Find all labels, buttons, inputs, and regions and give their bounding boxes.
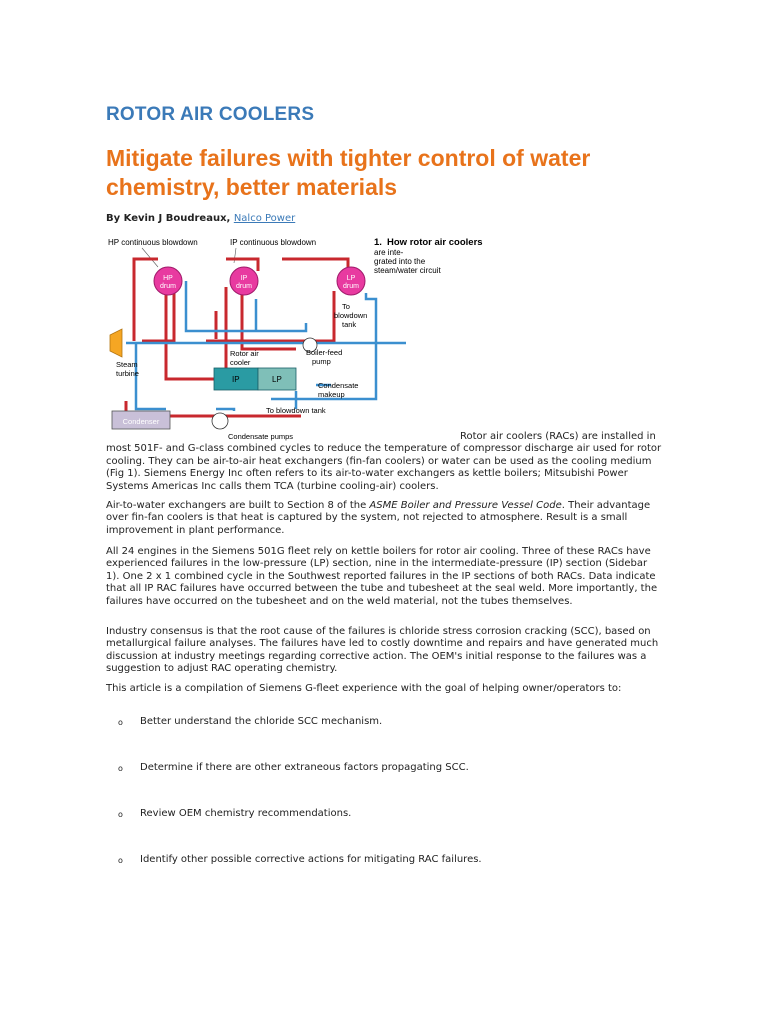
list-item: o Review OEM chemistry recommendations. [118,808,352,819]
paragraph-2 [106,500,662,537]
hp-drum [154,267,182,295]
label-to-blowdown-bottom: To blowdown tank [266,406,326,415]
label-hp-blowdown: HP continuous blowdown [108,238,198,247]
water-pipe [136,343,166,409]
paragraph-2-text: Air-to-water exchangers are built to Section 8 of the [106,500,370,511]
ip-drum-label: drum [236,283,252,290]
asme-code-title: ASME Boiler and Pressure Vessel Code [369,500,562,511]
caption-line-3: steam/water circuit [374,266,441,275]
intro-first-line: Rotor air coolers (RACs) are installed [460,431,644,442]
label-rotor-air-cooler: cooler [230,358,251,367]
ip-drum [230,267,258,295]
condensate-pump [212,413,228,429]
label-condensate-pumps: Condensate pumps [228,432,294,441]
label-steam-turbine: Steam [116,360,138,369]
paragraph-5: This article is a compilation of Siemens G-fleet experience with the goal of helping owner/operators to: [106,683,622,694]
label-to-blowdown: blowdown [334,311,368,320]
caption-line-1: are inte- [374,248,404,257]
bullet-marker: o [118,810,123,819]
caption-number: 1. [374,237,382,248]
steam-turbine [110,329,122,357]
lp-drum-label: LP [346,275,356,282]
goals-list [106,705,662,889]
steam-pipe [134,259,158,341]
diagram-svg [106,231,483,446]
label-steam-turbine: turbine [116,369,139,378]
list-item: o Identify other possible corrective actions for mitigating RAC failures. [118,854,482,865]
label-boiler-feed-pump: pump [312,357,331,366]
intro-paragraph [106,431,662,493]
label-to-blowdown: tank [342,320,357,329]
caption-bold: How rotor air coolers [387,237,483,248]
list-item: o Better understand the chloride SCC mechanism. [118,716,383,727]
hp-drum-label: drum [160,283,176,290]
headline: Mitigate failures with tighter control of water chemistry, better materials [106,145,591,200]
label-boiler-feed-pump: Boiler-feed [306,348,343,357]
bullet-marker: o [118,764,123,773]
paragraph-4: Industry consensus is that the root cause of the failures is chloride stress corrosion cracking (SCC), based on metallurgical failure analyses. The failures have led to costly downtime and repairs and have generated much discussion at industry meetings regarding corrective action. The OEM's initial response to the failures was a suggestion to adjust RAC operating chemistry. [106,626,659,675]
bullet-marker: o [118,856,123,865]
paragraph-3: All 24 engines in the Siemens 501G fleet rely on kettle boilers for rotor air cooling. Three of these RACs have experienced failures in the low-pressure (LP) section, nine in the intermediate-pressure (IP) section (Sidebar 1). One 2 x 1 combined cycle in the Southwest reported failures in the IP sections of both RACs. Data indicate that all IP RAC failures have occurred between the tube and tubesheet at the seal weld. More importantly, the failures have occurred on the tubesheet and on the weld material, not the tubes themselves. [106,546,658,607]
intro-rest: in most 501F- and G-class combined cycles to reduce the temperature of compressor discharge air used for rotor cooling. They can be air-to-air heat exchangers (fin-fan coolers) or water can be used as the cooling medium (Fig 1). Siemens Energy Inc often refers to its air-to-water exchangers as kettle boilers; Mitsubishi Power Systems Americas Inc calls them TCA (turbine cooling-air) coolers. [106,431,662,492]
byline [106,213,295,224]
author: By Kevin J Boudreaux, [106,213,234,224]
water-pipe [216,409,234,411]
label-condensate-makeup: makeup [318,390,345,399]
caption-line-2: grated into the [374,257,426,266]
lp-drum-label: drum [343,283,359,290]
steam-pipe [282,259,348,271]
rotor-air-cooler-diagram [106,231,483,446]
bullet-marker: o [118,718,123,727]
ip-drum-label: IP [240,275,248,282]
label-ip-section: IP [232,375,240,384]
organization-link[interactable]: Nalco Power [233,213,296,224]
hp-drum-label: HP [163,275,173,282]
list-item: o Determine if there are other extraneous factors propagating SCC. [118,762,469,773]
water-pipes [126,281,406,411]
leader-line [234,248,236,263]
label-to-blowdown: To [342,302,350,311]
label-ip-blowdown: IP continuous blowdown [230,238,317,247]
label-condenser: Condenser [122,417,160,426]
paragraph-2-text: . Their advantage over fin-fan coolers is that heat is captured by the system, not rejected to atmosphere. Result is a small improvement in plant performance. [106,500,651,536]
section-title: ROTOR AIR COOLERS [106,104,315,125]
lp-drum [337,267,365,295]
label-condensate-makeup: Condensate [318,381,359,390]
label-rotor-air-cooler: Rotor air [230,349,259,358]
label-lp-section: LP [272,375,282,384]
